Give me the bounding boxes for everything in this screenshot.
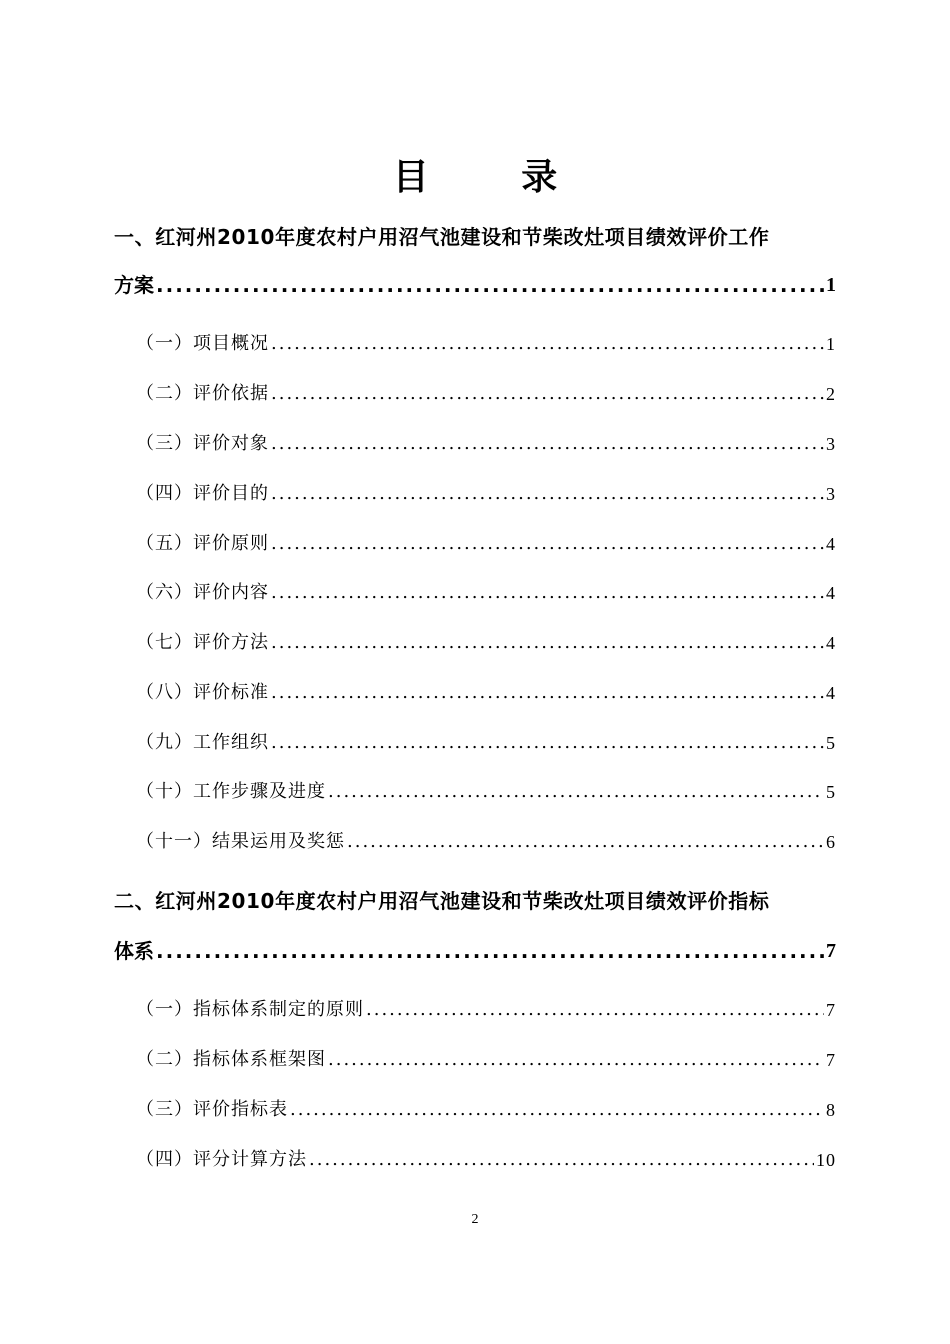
toc-item[interactable]: [136, 827, 836, 857]
toc-item[interactable]: [136, 777, 836, 807]
toc-item-page: 8: [826, 1100, 836, 1120]
toc-item[interactable]: [136, 728, 836, 758]
leader-dots: [366, 995, 824, 1025]
toc-item-page: 2: [826, 384, 836, 404]
toc-item-label: （六）评价内容: [136, 582, 269, 603]
toc-item-label: （一）指标体系制定的原则: [136, 999, 364, 1020]
toc-item-label: （一）项目概况: [136, 333, 269, 354]
leader-dots: [271, 379, 824, 409]
toc-section-2-heading[interactable]: 二、红河州2010年度农村户用沼气池建设和节柴改灶项目绩效评价指标: [114, 889, 770, 913]
toc-item-label: （三）评价指标表: [136, 1099, 288, 1120]
toc-item[interactable]: [136, 628, 836, 658]
leader-dots: [290, 1095, 824, 1125]
toc-item-page: 5: [826, 782, 836, 802]
toc-item[interactable]: [136, 329, 836, 359]
toc-item-page: 4: [826, 534, 836, 554]
toc-item[interactable]: [136, 529, 836, 559]
toc-item[interactable]: [136, 479, 836, 509]
toc-item-label: （二）评价依据: [136, 383, 269, 404]
toc-item-label: （八）评价标准: [136, 682, 269, 703]
toc-item-page: 4: [826, 583, 836, 603]
toc-section-1-label: 方案: [114, 273, 154, 297]
toc-item-label: （七）评价方法: [136, 632, 269, 653]
toc-item-page: 7: [826, 1000, 836, 1020]
toc-item-label: （五）评价原则: [136, 533, 269, 554]
toc-item[interactable]: [136, 678, 836, 708]
toc-item[interactable]: [136, 1045, 836, 1075]
toc-item[interactable]: [136, 429, 836, 459]
toc-item[interactable]: [136, 995, 836, 1025]
toc-section-2-entry[interactable]: [114, 936, 836, 966]
toc-item-label: （二）指标体系框架图: [136, 1049, 326, 1070]
leader-dots: [271, 529, 824, 559]
leader-dots: [156, 270, 824, 300]
toc-item-page: 3: [826, 484, 836, 504]
toc-item-label: （十一）结果运用及奖惩: [136, 831, 345, 852]
toc-item-label: （四）评价目的: [136, 483, 269, 504]
toc-item[interactable]: [136, 379, 836, 409]
leader-dots: [328, 777, 824, 807]
toc-item-page: 10: [816, 1150, 836, 1170]
leader-dots: [271, 728, 824, 758]
leader-dots: [271, 429, 824, 459]
leader-dots: [271, 329, 824, 359]
toc-item[interactable]: [136, 578, 836, 608]
toc-item-label: （三）评价对象: [136, 433, 269, 454]
leader-dots: [271, 628, 824, 658]
toc-item-label: （四）评分计算方法: [136, 1149, 307, 1170]
toc-item-page: 4: [826, 683, 836, 703]
toc-item-page: 5: [826, 733, 836, 753]
toc-section-1-entry[interactable]: [114, 270, 836, 300]
toc-item-label: （十）工作步骤及进度: [136, 781, 326, 802]
toc-title: 目 录: [392, 157, 598, 198]
toc-item-page: 3: [826, 434, 836, 454]
leader-dots: [156, 936, 824, 966]
footer-page-number: 2: [471, 1212, 479, 1227]
toc-item-page: 7: [826, 1050, 836, 1070]
toc-item-label: （九）工作组织: [136, 732, 269, 753]
leader-dots: [328, 1045, 824, 1075]
toc-item-page: 4: [826, 633, 836, 653]
toc-section-2-page: 7: [826, 940, 836, 962]
toc-section-1-page: 1: [826, 274, 836, 296]
leader-dots: [271, 578, 824, 608]
toc-item-page: 1: [826, 334, 836, 354]
leader-dots: [271, 479, 824, 509]
leader-dots: [309, 1145, 814, 1175]
leader-dots: [347, 827, 824, 857]
toc-item-page: 6: [826, 832, 836, 852]
toc-item[interactable]: [136, 1095, 836, 1125]
toc-item[interactable]: [136, 1145, 836, 1175]
toc-section-1-heading[interactable]: 一、红河州2010年度农村户用沼气池建设和节柴改灶项目绩效评价工作: [114, 225, 770, 249]
leader-dots: [271, 678, 824, 708]
toc-section-2-label: 体系: [114, 939, 154, 963]
